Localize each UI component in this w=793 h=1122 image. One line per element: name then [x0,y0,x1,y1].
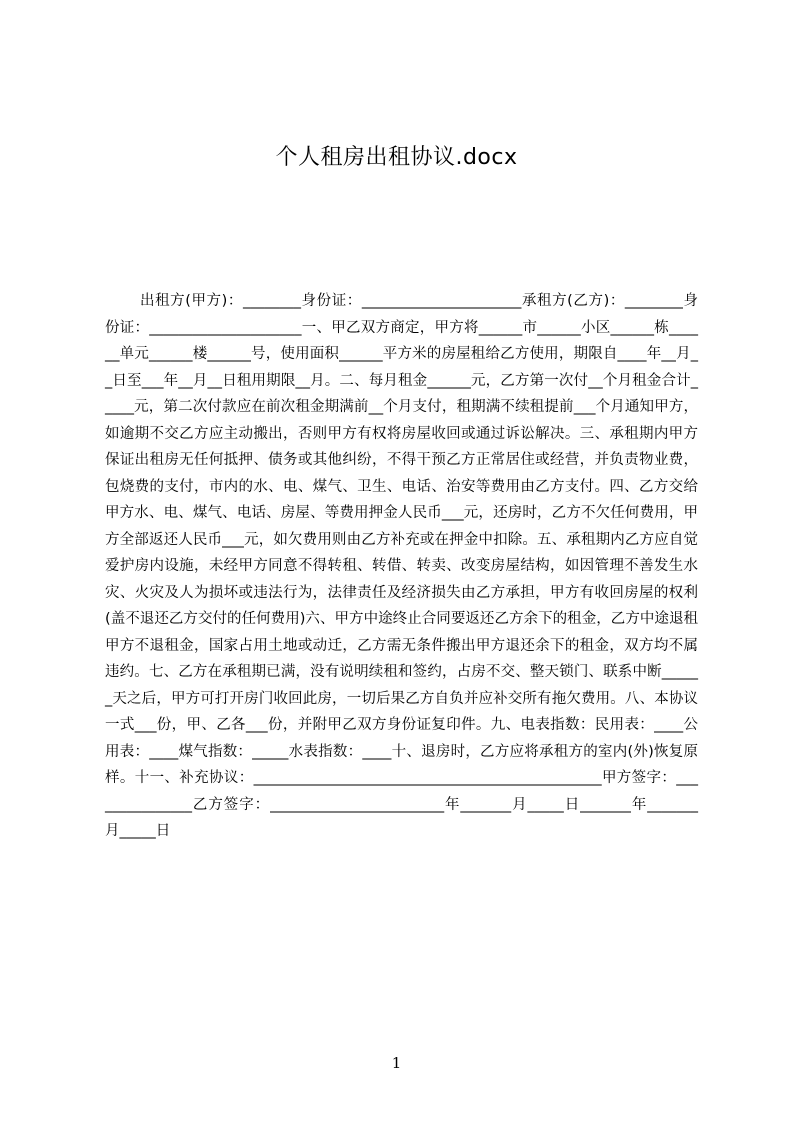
agreement-body-text: 出租方(甲方)：________身份证：______________________承租方(乙方)：________身份证：_____________________一、甲乙双方商定，甲方将______市______小区______栋______单元______楼______号，使用面积______平方米的房屋租给乙方使用，期限自____年__月__日至___年__月__日租用期限__月。二、每月租金______元，乙方第一次付__个月租金合计_____元，第二次付款应在前次租金期满前__个月支付，租期满不续租提前___个月通知甲方，如逾期不交乙方应主动搬出，否则甲方有权将房屋收回或通过诉讼解决。三、承租期内甲方保证出租房无任何抵押、债务或其他纠纷，不得干预乙方正常居住或经营，并负责物业费，包烧费的支付，市内的水、电、煤气、卫生、电话、治安等费用由乙方支付。四、乙方交给甲方水、电、煤气、电话、房屋、等费用押金人民币___元，还房时，乙方不欠任何费用，甲方全部返还人民币___元，如欠费用则由乙方补充或在押金中扣除。五、承租期内乙方应自觉爱护房内设施，未经甲方同意不得转租、转借、转卖、改变房屋结构，如因管理不善发生水灾、火灾及人为损坏或违法行为，法律责任及经济损失由乙方承担，甲方有收回房屋的权利(盖不退还乙方交付的任何费用)六、甲方中途终止合同要返还乙方余下的租金，乙方中途退租甲方不退租金，国家占用土地或动迁，乙方需无条件搬出甲方退还余下的租金，双方均不属违约。七、乙方在承租期已满，没有说明续租和签约，占房不交、整天锁门、联系中断______天之后，甲方可打开房门收回此房，一切后果乙方自负并应补交所有拖欠费用。八、本协议一式___份，甲、乙各___份，并附甲乙双方身份证复印件。九、电表指数：民用表：____公用表：____煤气指数：_____水表指数：____十、退房时，乙方应将承租方的室内(外)恢复原样。十一、补充协议：________________________________________________甲方签字：_______________乙方签字：________________________年_______月_____日_______年_______月_____日 [105,293,698,839]
page-number: 1 [391,1054,402,1072]
document-title: 个人租房出租协议.docx [275,145,518,170]
